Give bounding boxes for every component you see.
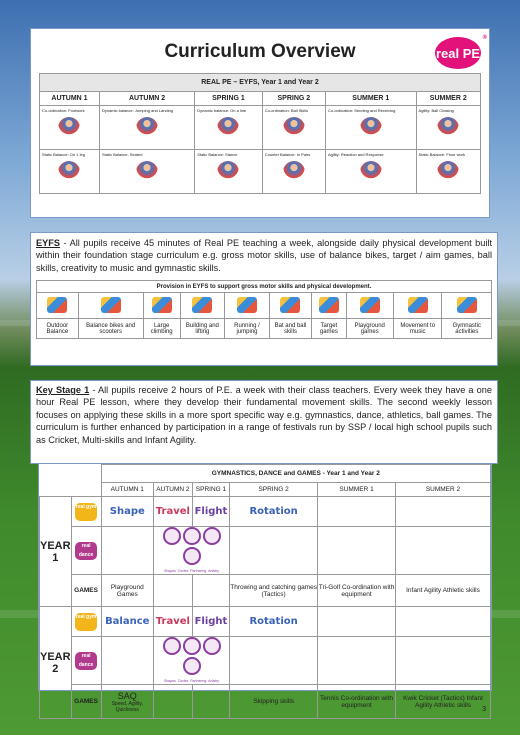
term-header: SUMMER 2 <box>416 92 480 106</box>
activity-image <box>269 293 311 319</box>
ks1-panel <box>30 380 498 464</box>
table-header: Provision in EYFS to support gross motor skills and physical development. <box>37 281 492 293</box>
activity-image <box>37 293 79 319</box>
term-header: AUTUMN 2 <box>99 92 194 106</box>
eyfs-panel <box>30 232 498 366</box>
games-cell: SAQ Speed, Agility, Quickness <box>101 685 153 719</box>
child-figure-icon <box>437 161 459 183</box>
eyfs-paragraph: EYFS - All pupils receive 45 minutes of Real PE teaching a week, alongside daily physical development built within their foundation stage curriculum e.g. gross motor skills, use of balance bikes, target / aim games, ball skills, creativity to music and gymnastic skills. <box>36 238 492 273</box>
term-header: SPRING 2 <box>262 92 325 106</box>
activity-label: Large climbing <box>143 319 180 339</box>
provision-table <box>36 280 492 339</box>
ks1-table <box>39 464 491 719</box>
skill-cell: Co-ordination: Sending and Receiving <box>325 106 416 150</box>
ks1-table-panel <box>38 463 492 713</box>
table-header: REAL PE – EYFS, Year 1 and Year 2 <box>40 74 481 92</box>
games-cell: Tri-Golf Co-ordination with equipment <box>318 575 396 607</box>
activity-label: Building and lifting <box>180 319 225 339</box>
page-number: 3 <box>482 706 486 713</box>
term-header: SUMMER 1 <box>325 92 416 106</box>
table-header: GYMNASTICS, DANCE and GAMES - Year 1 and Year 2 <box>101 465 490 483</box>
child-figure-icon <box>283 161 305 183</box>
gym-unit: Travel <box>153 607 192 637</box>
real-pe-logo: real PE ® <box>435 37 481 69</box>
activity-image <box>312 293 346 319</box>
curriculum-overview-panel <box>30 28 490 218</box>
real-gym-badge: real gym <box>71 607 101 637</box>
child-figure-icon <box>58 117 80 139</box>
ks1-heading: Key Stage 1 <box>36 385 90 395</box>
games-cell: Playground Games <box>101 575 153 607</box>
term-header: AUTUMN 1 <box>40 92 100 106</box>
activity-image <box>78 293 143 319</box>
skill-cell: Static Balance: On 1 leg <box>40 150 100 194</box>
activity-label: Outdoor Balance <box>37 319 79 339</box>
games-label: GAMES <box>71 575 101 607</box>
child-figure-icon <box>217 161 239 183</box>
term-header: AUTUMN 2 <box>153 483 192 497</box>
games-cell: Throwing and catching games (Tactics) <box>230 575 318 607</box>
skill-cell: Co-ordination: Footwork <box>40 106 100 150</box>
gym-unit: Travel <box>153 497 192 527</box>
games-cell <box>192 685 229 719</box>
real-dance-badge: real dance <box>71 637 101 685</box>
ks1-paragraph: Key Stage 1 - All pupils receive 2 hours of P.E. a week with their class teachers. Every week they have a one hour Real PE lesson, where they develop their fundamental movement skills. The second weekly lesson focuses on applying these skills in a more sport specific way e.g. gymnastics, dance, athletics, ball games. The curriculum is further enhanced by participation in a range of festivals run by SSP / local high school pupils such as Cricket, Multi-skills and Infant Agility. <box>36 385 492 445</box>
gym-unit: Shape <box>101 497 153 527</box>
games-cell <box>192 575 229 607</box>
activity-label: Movement to music <box>393 319 442 339</box>
gym-unit: Rotation <box>230 607 318 637</box>
games-cell: Skipping skills <box>230 685 318 719</box>
page-title: Curriculum Overview <box>164 41 356 62</box>
child-figure-icon <box>360 161 382 183</box>
activity-image <box>225 293 270 319</box>
term-header: AUTUMN 1 <box>101 483 153 497</box>
gym-unit: Rotation <box>230 497 318 527</box>
games-cell: Tennis Co-ordination with equipment <box>318 685 396 719</box>
term-header: SUMMER 2 <box>395 483 490 497</box>
child-figure-icon <box>58 161 80 183</box>
child-figure-icon <box>360 117 382 139</box>
dance-units: Shapes Circles Partnering Artistry <box>153 527 229 575</box>
activity-label: Running / jumping <box>225 319 270 339</box>
games-cell <box>153 685 192 719</box>
gym-unit: Flight <box>192 607 229 637</box>
gym-unit: Balance <box>101 607 153 637</box>
child-figure-icon <box>136 161 158 183</box>
term-header: SPRING 1 <box>195 92 262 106</box>
child-figure-icon <box>437 117 459 139</box>
activity-label: Gymnastic activities <box>442 319 492 339</box>
eyfs-table <box>39 73 481 194</box>
activity-image <box>180 293 225 319</box>
skill-cell: Static Balance: Floor work <box>416 150 480 194</box>
games-cell <box>153 575 192 607</box>
real-dance-badge: real dance <box>71 527 101 575</box>
skill-cell: Static Balance: Stance <box>195 150 262 194</box>
term-header: SPRING 1 <box>192 483 229 497</box>
activity-label: Balance bikes and scooters <box>78 319 143 339</box>
real-gym-badge: real gym <box>71 497 101 527</box>
skill-cell: Co-ordination: Ball Skills <box>262 106 325 150</box>
games-cell: Infant Agility Athletic skills <box>395 575 490 607</box>
skill-cell: Dynamic balance: Jumping and Landing <box>99 106 194 150</box>
skill-cell: Static Balance: Seated <box>99 150 194 194</box>
skill-cell: Agility: Ball Chasing <box>416 106 480 150</box>
activity-label: Bat and ball skills <box>269 319 311 339</box>
gym-unit: Flight <box>192 497 229 527</box>
term-header: SUMMER 1 <box>318 483 396 497</box>
skill-cell: Counter Balance: In Pairs <box>262 150 325 194</box>
year-label: YEAR 2 <box>40 607 72 719</box>
activity-image <box>442 293 492 319</box>
activity-label: Target games <box>312 319 346 339</box>
games-label: GAMES <box>71 685 101 719</box>
skill-cell: Agility: Reaction and Response <box>325 150 416 194</box>
skill-cell: Dynamic balance: On a line <box>195 106 262 150</box>
child-figure-icon <box>283 117 305 139</box>
child-figure-icon <box>136 117 158 139</box>
activity-image <box>393 293 442 319</box>
activity-image <box>143 293 180 319</box>
activity-label: Playground games <box>346 319 393 339</box>
activity-image <box>346 293 393 319</box>
child-figure-icon <box>217 117 239 139</box>
games-cell: Kwik Cricket (Tactics) Infant Agility Athletic skills <box>395 685 490 719</box>
dance-units: Shapes Circles Partnering Artistry <box>153 637 229 685</box>
term-header: SPRING 2 <box>230 483 318 497</box>
eyfs-heading: EYFS <box>36 238 60 248</box>
year-label: YEAR 1 <box>40 497 72 607</box>
